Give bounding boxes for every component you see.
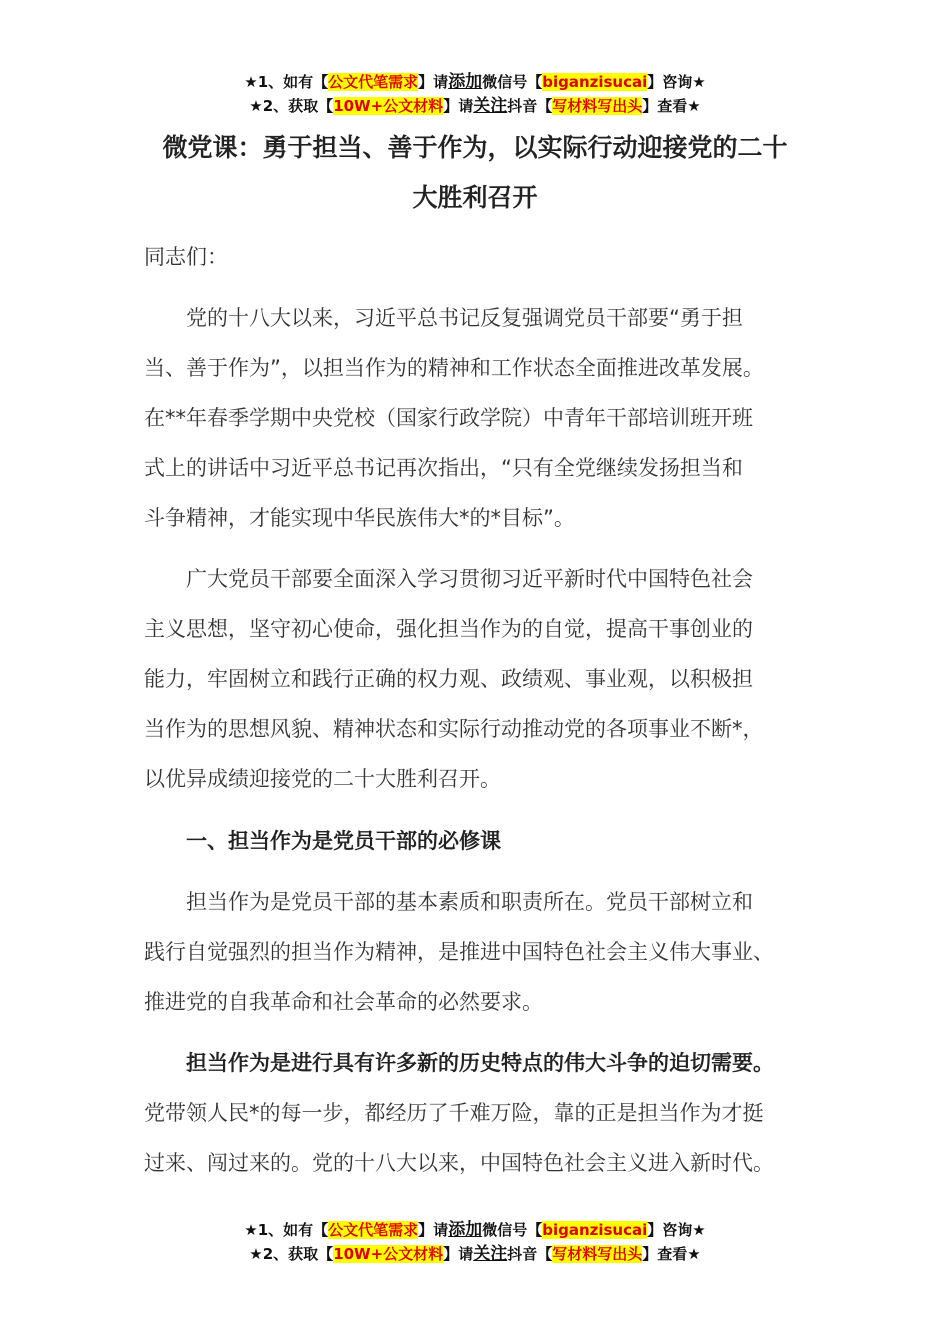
paragraph-1-line: 当、善于作为”，以担当作为的精神和工作状态全面推进改革发展。 [144,356,764,380]
paragraph-1-line: 斗争精神，才能实现中华民族伟大*的*目标”。 [144,506,575,530]
promo-line-1: ★1、如有【公文代笔需求】请添加微信号【biganzisucai】咨询★ [244,72,706,92]
paragraph-1-line: 党的十八大以来，习近平总书记反复强调党员干部要“勇于担 [144,306,743,330]
promo-line-2: ★2、获取【10W+公文材料】请关注抖音【写材料写出头】查看★ [249,96,701,116]
paragraph-1-line: 式上的讲话中习近平总书记再次指出，“只有全党继续发扬担当和 [144,456,743,480]
paragraph-1-line: 在**年春季学期中央党校（国家行政学院）中青年干部培训班开班 [144,406,753,430]
paragraph-3-line: 推进党的自我革命和社会革命的必然要求。 [144,990,543,1014]
document-title-line-1: 微党课：勇于担当、善于作为，以实际行动迎接党的二十 [162,133,788,162]
document-title-line-2: 大胜利召开 [412,183,538,212]
paragraph-2-line: 以优异成绩迎接党的二十大胜利召开。 [144,767,501,791]
paragraph-4-bold-lead: 担当作为是进行具有许多新的历史特点的伟大斗争的迫切需要。 [144,1051,774,1075]
paragraph-2-line: 广大党员干部要全面深入学习贯彻习近平新时代中国特色社会 [144,567,753,591]
paragraph-3-line: 践行自觉强烈的担当作为精神，是推进中国特色社会主义伟大事业、 [144,940,774,964]
paragraph-3-line: 担当作为是党员干部的基本素质和职责所在。党员干部树立和 [144,890,753,914]
paragraph-2-line: 当作为的思想风貌、精神状态和实际行动推动党的各项事业不断*， [144,717,764,741]
paragraph-2-line: 主义思想，坚守初心使命，强化担当作为的自觉，提高干事创业的 [144,617,753,641]
paragraph-4-line: 过来、闯过来的。党的十八大以来，中国特色社会主义进入新时代。 [144,1151,774,1175]
promo-line-2-footer: ★2、获取【10W+公文材料】请关注抖音【写材料写出头】查看★ [249,1244,701,1264]
paragraph-4-line: 党带领人民*的每一步，都经历了千难万险，靠的正是担当作为才挺 [144,1101,764,1125]
section-heading-1: 一、担当作为是党员干部的必修课 [144,829,501,853]
paragraph-2-line: 能力，牢固树立和践行正确的权力观、政绩观、事业观，以积极担 [144,667,753,691]
promo-line-1-footer: ★1、如有【公文代笔需求】请添加微信号【biganzisucai】咨询★ [244,1220,706,1240]
salutation: 同志们： [144,245,228,269]
